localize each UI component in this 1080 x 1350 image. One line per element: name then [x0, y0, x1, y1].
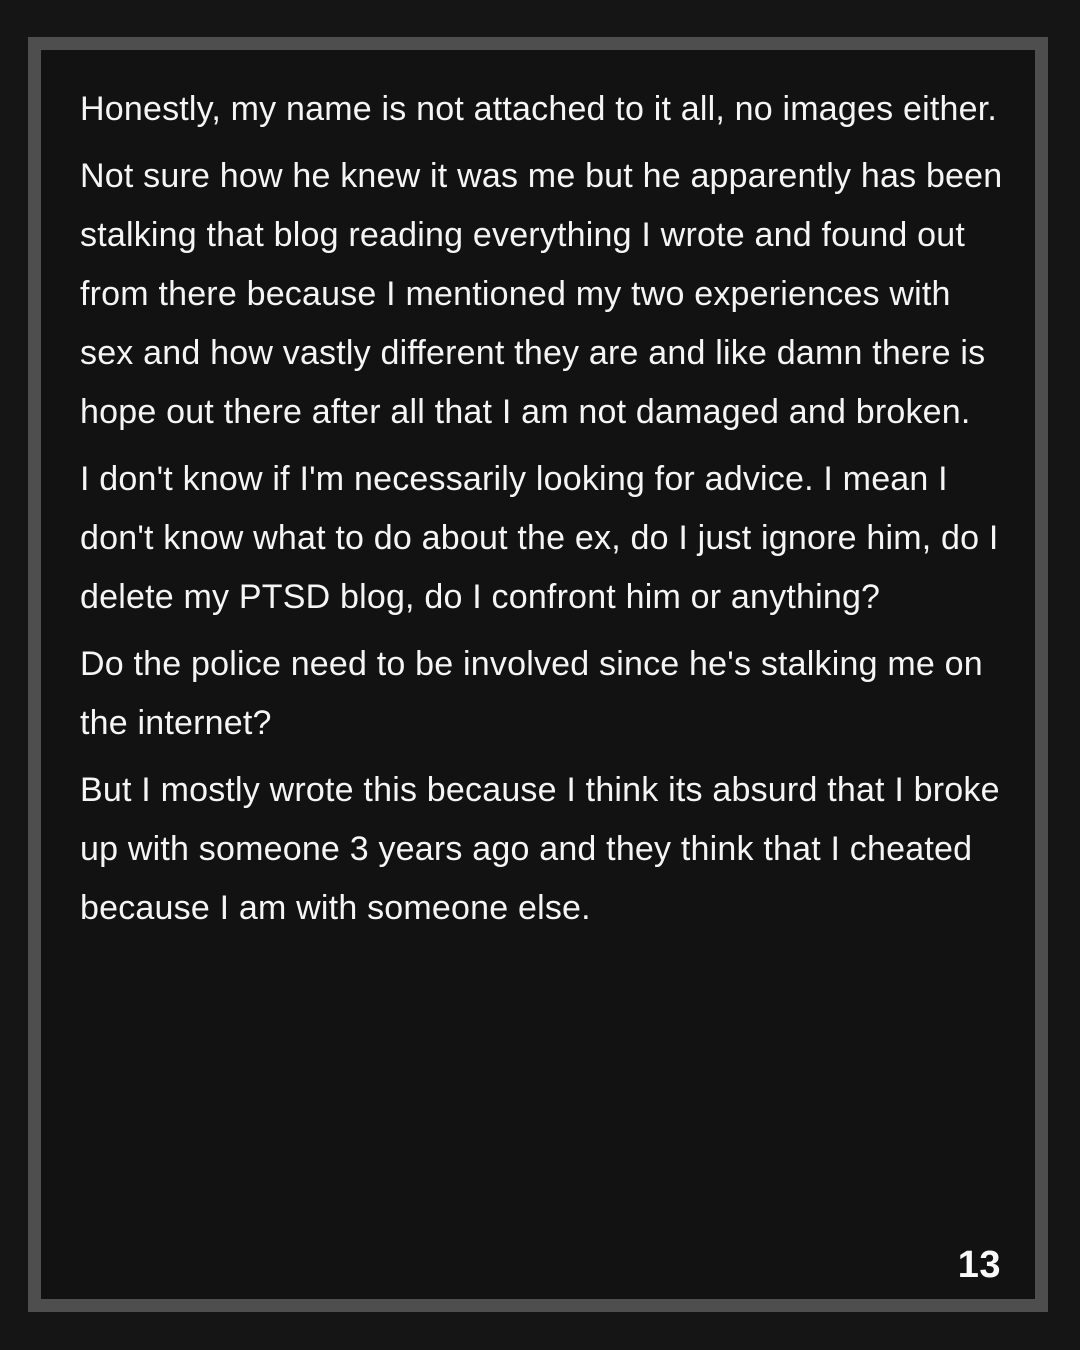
story-text-block — [41, 50, 1035, 946]
paragraph-4: Do the police need to be involved since he's stalking me on the internet? — [80, 645, 983, 742]
paragraph-1: Honestly, my name is not attached to it all, no images either. — [80, 90, 998, 128]
paragraph-2: Not sure how he knew it was me but he apparently has been stalking that blog reading everything I wrote and found out from there because I mentioned my two experiences with sex and how vastly different they are and like damn there is hope out there after all that I am not damaged and broken. — [80, 157, 1003, 431]
paragraph-3: I don't know if I'm necessarily looking for advice. I mean I don't know what to do about the ex, do I just ignore him, do I delete my PTSD blog, do I confront him or anything? — [80, 460, 999, 616]
page-number: 13 — [957, 1244, 1001, 1286]
slide-frame — [28, 37, 1048, 1312]
paragraph-5: But I mostly wrote this because I think its absurd that I broke up with someone 3 years ago and they think that I cheated because I am with someone else. — [80, 771, 1000, 927]
